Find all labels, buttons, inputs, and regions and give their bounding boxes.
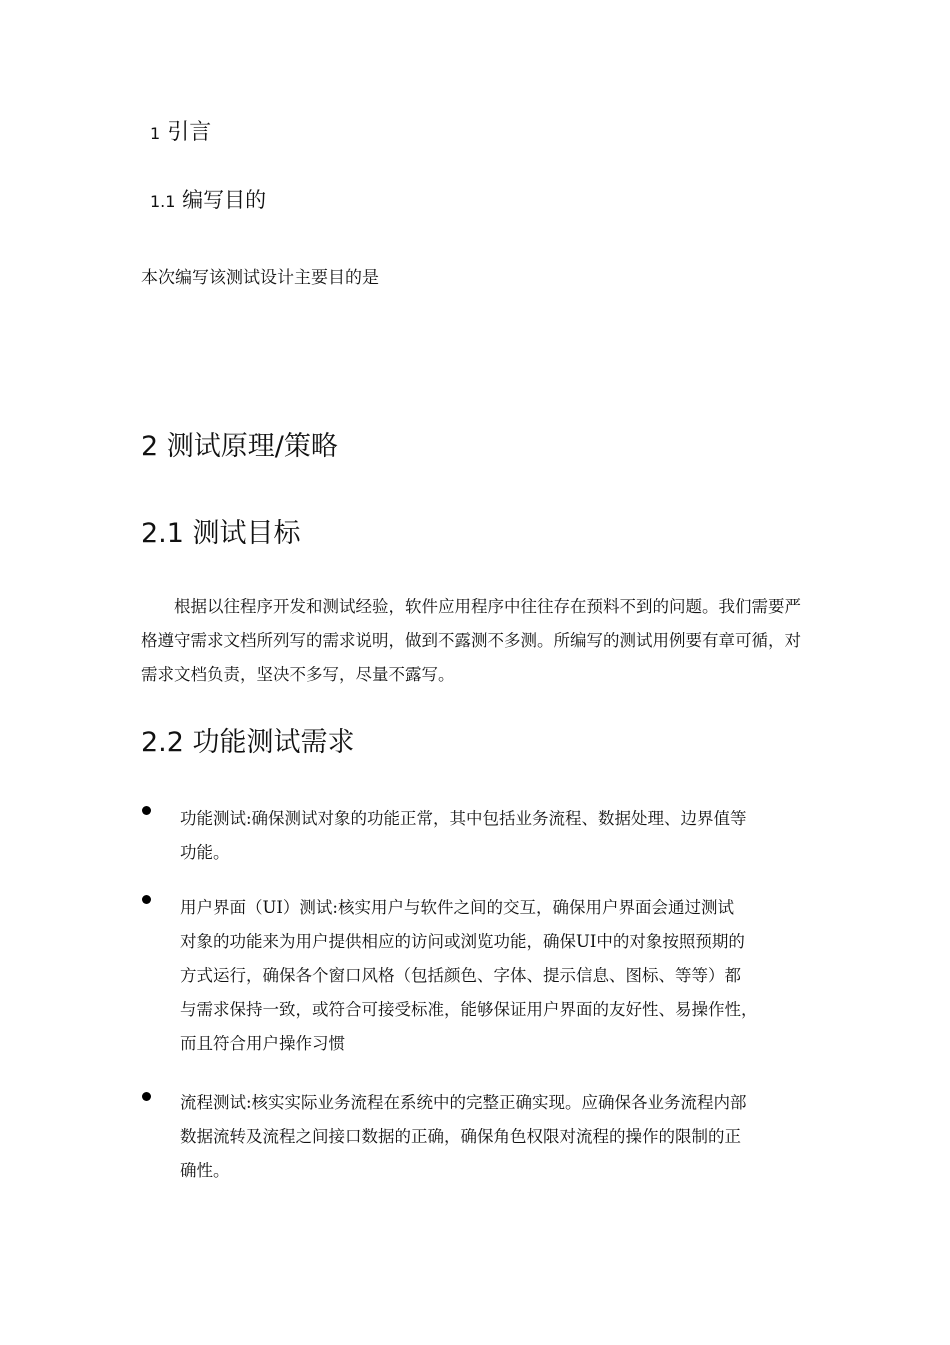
- bullet-line: 对象的功能来为用户提供相应的访问或浏览功能，确保UI中的对象按照预期的: [180, 932, 745, 951]
- bullet-line: 功能。: [180, 843, 230, 862]
- heading-2-1: [141, 511, 301, 550]
- bullet-dot: [142, 895, 151, 904]
- bullet-item-functional: [178, 802, 808, 870]
- heading-2-2-title: 功能测试需求: [192, 727, 355, 758]
- heading-1-1-number: 1.1: [150, 192, 176, 211]
- heading-2: [141, 424, 338, 463]
- heading-2-2: [141, 720, 355, 759]
- bullet-line: 而且符合用户操作习惯: [180, 1034, 345, 1053]
- intro-text: 本次编写该测试设计主要目的是: [141, 268, 379, 288]
- heading-1-number: 1: [150, 124, 161, 143]
- heading-1-1-title: 编写目的: [182, 188, 267, 212]
- bullet-line: 方式运行，确保各个窗口风格（包括颜色、字体、提示信息、图标、等等）都: [180, 966, 741, 985]
- bullet-dot: [142, 1092, 151, 1101]
- heading-2-title: 测试原理/策略: [166, 431, 338, 462]
- bullet-line: 与需求保持一致，或符合可接受标准，能够保证用户界面的友好性、易操作性，: [180, 1000, 758, 1019]
- test-goal-paragraph: 根据以往程序开发和测试经验，软件应用程序中往往存在预料不到的问题。我们需要严格遵守需求文档所列写的需求说明，做到不露测不多测。所编写的测试用例要有章可循，对需求文档负责，坚决不多写，尽量不露写。: [141, 597, 801, 684]
- bullet-line: 数据流转及流程之间接口数据的正确，确保角色权限对流程的操作的限制的正: [180, 1127, 741, 1146]
- heading-2-1-number: 2.1: [141, 518, 184, 549]
- heading-1-1: [150, 184, 266, 214]
- bullet-dot: [142, 806, 151, 815]
- heading-1: [150, 115, 211, 146]
- bullet-line: 用户界面（UI）测试:核实用户与软件之间的交互，确保用户界面会通过测试: [180, 898, 734, 917]
- heading-1-title: 引言: [167, 120, 212, 145]
- bullet-item-flow: [178, 1086, 808, 1188]
- bullet-line: 流程测试:核实实际业务流程在系统中的完整正确实现。应确保各业务流程内部: [180, 1093, 747, 1112]
- bullet-item-ui: [178, 891, 808, 1061]
- bullet-line: 功能测试:确保测试对象的功能正常，其中包括业务流程、数据处理、边界值等: [180, 809, 747, 828]
- heading-2-1-title: 测试目标: [192, 518, 301, 549]
- bullet-line: 确性。: [180, 1161, 230, 1180]
- heading-2-2-number: 2.2: [141, 727, 184, 758]
- heading-2-number: 2: [141, 431, 159, 462]
